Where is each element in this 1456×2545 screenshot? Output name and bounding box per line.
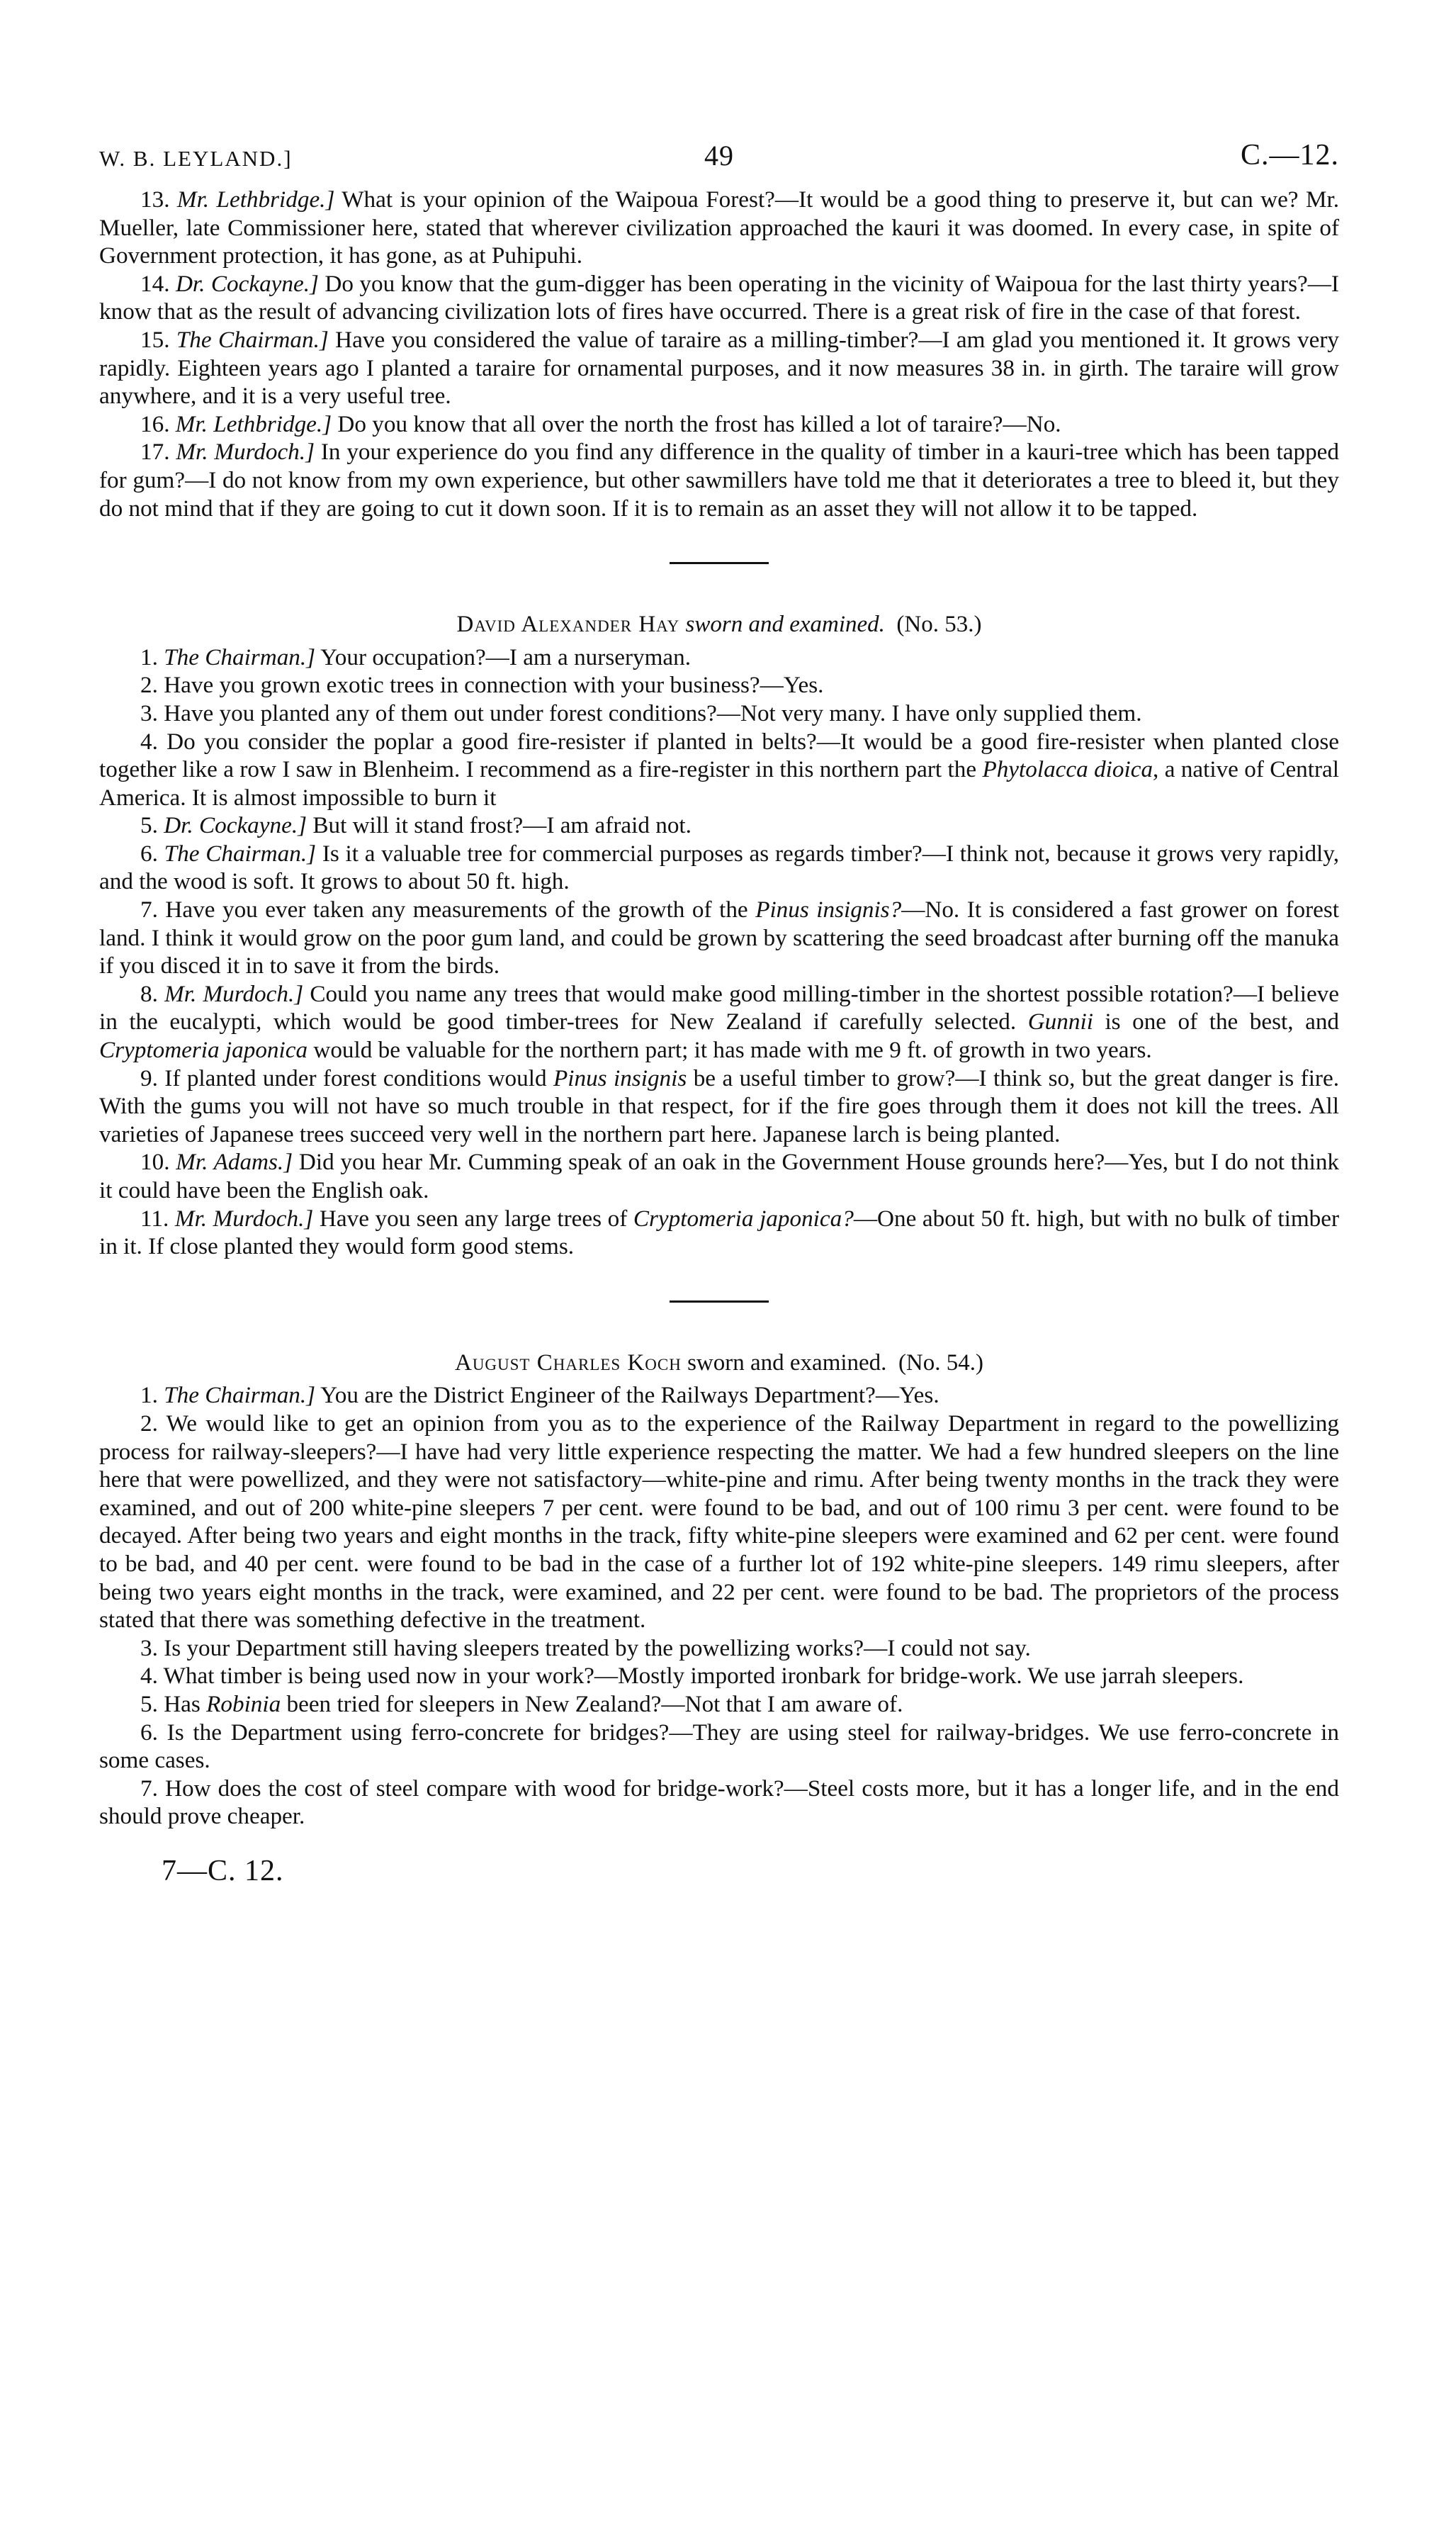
question-14: 14. Dr. Cockayne.] Do you know that the gum-digger has been operating in the vicinity of Waipoua for the last thirty years?—I know that as the result of advancing civilization lots of fires have occurred. There is a great risk of fire in the case of that forest. [99,270,1339,325]
question-6: 6. The Chairman.] Is it a valuable tree for commercial purposes as regards timber?—I think not, because it grows very rapidly, and the wood is soft. It grows to about 50 ft. high. [99,840,1340,895]
question-5: 5. Has Robinia been tried for sleepers in New Zealand?—Not that I am aware of. [140,1690,903,1717]
question-2: 2. Have you grown exotic trees in connection with your business?—Yes. [140,672,824,699]
section-divider [670,562,769,564]
page-number: 49 [704,140,734,172]
document-page [99,139,1340,2495]
page-header [99,139,1339,186]
question-4: 4. What timber is being used now in your work?—Mostly imported ironbark for bridge-work. We use jarrah sleepers. [140,1663,1244,1690]
witness-heading: David Alexander Hay sworn and examined. (No. 53.) [456,612,982,638]
question-1: 1. The Chairman.] You are the District Engineer of the Railways Department?—Yes. [140,1382,939,1409]
question-5: 5. Dr. Cockayne.] But will it stand frost?—I am afraid not. [140,812,692,839]
question-1: 1. The Chairman.] Your occupation?—I am a nurseryman. [140,644,692,670]
document-code: C.—12. [1240,139,1339,172]
witness-heading: August Charles Koch sworn and examined. (No. 54.) [454,1349,983,1376]
section-leyland [99,186,1339,522]
question-10: 10. Mr. Adams.] Did you hear Mr. Cumming speak of an oak in the Government House grounds here?—Yes, but I do not think it could have been the English oak. [99,1149,1340,1203]
question-13: 13. Mr. Lethbridge.] What is your opinion of the Waipoua Forest?—It would be a good thing to preserve it, but can we? Mr. Mueller, late Commissioner here, stated that wherever civilization approached the kauri it was doomed. In every case, in spite of Government protection, it has gone, as at Puhipuhi. [99,186,1339,269]
question-7: 7. How does the cost of steel compare with wood for bridge-work?—Steel costs more, but it has a longer life, and in the end should prove cheaper. [99,1775,1339,1830]
signature-mark: 7—C. 12. [162,1854,284,1887]
question-4: 4. Do you consider the poplar a good fire-resister if planted in belts?—It would be a good fire-resister when planted close together like a row I saw in Blenheim. I recommend as a fire-register in this northern part the Phytolacca dioica, a native of Central America. It is almost impossible to burn it [99,728,1339,811]
question-17: 17. Mr. Murdoch.] In your experience do you find any difference in the quality of timber in a kauri-tree which has been tapped for gum?—I do not know from my own experience, but other sawmillers have told me that it deteriorates a tree to bleed it, but they do not mind that if they are going to cut it down soon. If it is to remain as an asset they will not allow it to be tapped. [99,439,1339,522]
question-2: 2. We would like to get an opinion from you as to the experience of the Railway Department in regard to the powellizing process for railway-sleepers?—I have had very little experience respecting the matter. We had a few hundred sleepers on the line here that were powellized, and they were not satisfactory—white-pine and rimu. After being twenty months in the track they were examined, and out of 200 white-pine sleepers 7 per cent. were found to be bad, and out of 100 rimu 3 per cent. were found to be decayed. After being two years and eight months in the track, fifty white-pine sleepers were examined and 62 per cent. were found to be bad, and 40 per cent. were found to be bad in the case of a further lot of 192 white-pine sleepers. 149 rimu sleepers, after being two years eight months in the track, were examined, and 22 per cent. were found to be bad. The proprietors of the process stated that there was something defective in the treatment. [99,1410,1339,1634]
question-16: 16. Mr. Lethbridge.] Do you know that all over the north the frost has killed a lot of taraire?—No. [140,410,1061,437]
question-11: 11. Mr. Murdoch.] Have you seen any large trees of Cryptomeria japonica?—One about 50 ft. high, but with no bulk of timber in it. If close planted they would form good stems. [99,1205,1340,1260]
witness-name-header: W. B. LEYLAND.] [99,146,293,171]
question-3: 3. Is your Department still having sleepers treated by the powellizing works?—I could not say. [140,1634,1031,1661]
section-koch [99,1349,1339,1831]
question-3: 3. Have you planted any of them out under forest conditions?—Not very many. I have only supplied them. [140,700,1142,726]
question-7: 7. Have you ever taken any measurements of the growth of the Pinus insignis?—No. It is considered a fast grower on forest land. I think it would grow on the poor gum land, and could be grown by scattering the seed broadcast after burning off the manuka if you disced it in to save it from the birds. [99,897,1340,979]
section-divider [670,1300,769,1303]
question-9: 9. If planted under forest conditions would Pinus insignis be a useful timber to grow?—I think so, but the great danger is fire. With the gums you will not have so much trouble in that respect, for if the fire goes through them it does not kill the trees. All varieties of Japanese trees succeed very well in the northern part here. Japanese larch is being planted. [99,1064,1339,1147]
question-6: 6. Is the Department using ferro-concrete for bridges?—They are using steel for railway-bridges. We use ferro-concrete in some cases. [99,1719,1339,1774]
question-8: 8. Mr. Murdoch.] Could you name any trees that would make good milling-timber in the shortest possible rotation?—I believe in the eucalypti, which would be good timber-trees for New Zealand if carefully selected. Gunnii is one of the best, and Cryptomeria japonica would be valuable for the northern part; it has made with me 9 ft. of growth in two years. [99,980,1340,1064]
section-hay [99,611,1339,1261]
question-15: 15. The Chairman.] Have you considered the value of taraire as a milling-timber?—I am glad you mentioned it. It grows very rapidly. Eighteen years ago I planted a taraire for ornamental purposes, and it now measures 38 in. in girth. The taraire will grow anywhere, and it is a very useful tree. [99,326,1340,410]
